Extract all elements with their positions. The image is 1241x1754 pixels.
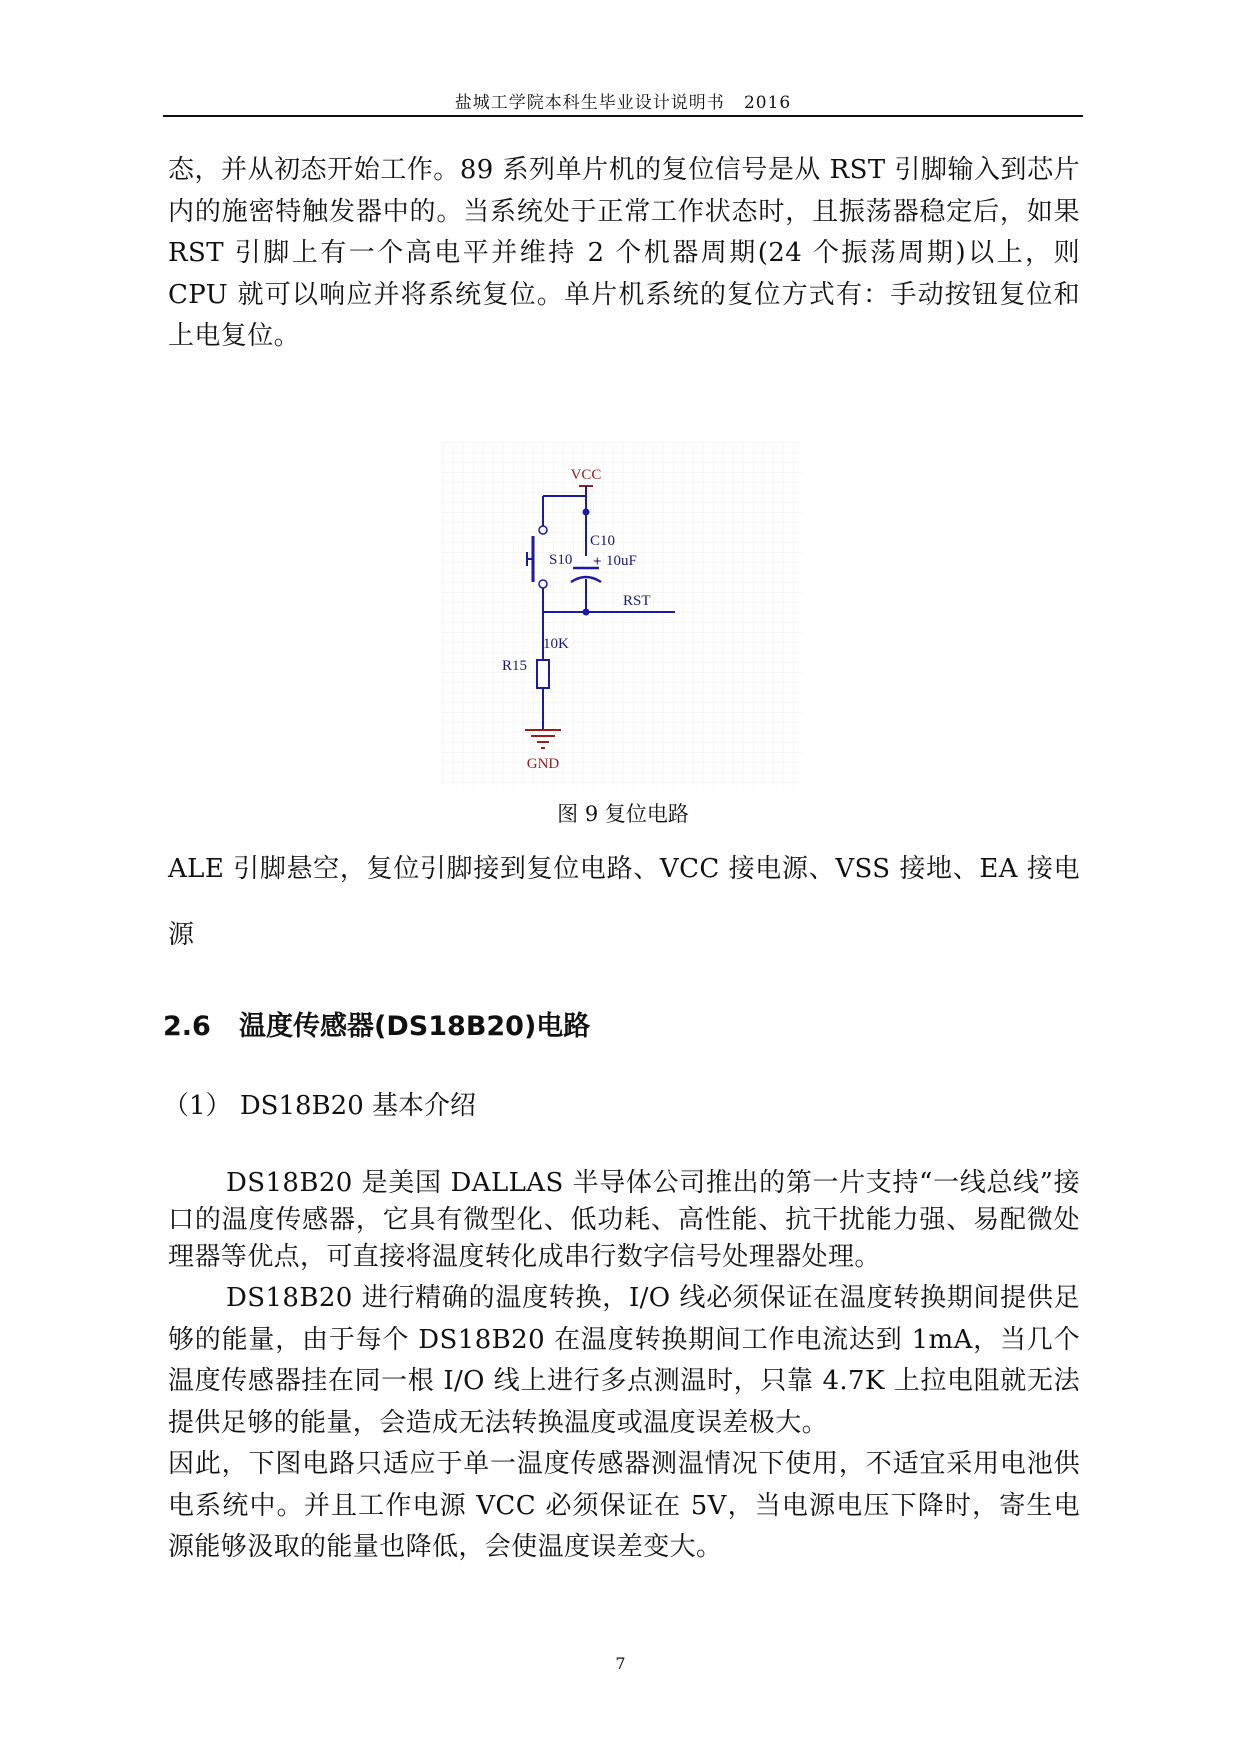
cap-plus: +: [593, 554, 602, 570]
rst-label: RST: [623, 593, 651, 609]
subsection-heading: [163, 1085, 476, 1122]
header-rule: [163, 115, 1083, 117]
schematic-grid: [443, 442, 803, 786]
page-number: 7: [615, 1654, 626, 1673]
c10-label: C10: [590, 533, 616, 549]
subsection-title: DS18B20 基本介绍: [239, 1091, 477, 1121]
header-title: 盐城工学院本科生毕业设计说明书: [454, 93, 725, 113]
subsection-number: （1）: [163, 1091, 232, 1121]
paragraph-ds18b20-limitations: 因此，下图电路只适应于单一温度传感器测温情况下使用，不适宜采用电池供电系统中。并且工作电源 VCC 必须保证在 5V，当电源电压下降时，寄生电源能够汲取的能量也降低，会使温度误差变大。: [168, 1449, 1080, 1562]
section-number: 2.6: [163, 1011, 211, 1042]
r-value-label: 10K: [543, 636, 569, 652]
header-year: 2016: [743, 93, 792, 113]
figure-reset-circuit: [443, 442, 803, 786]
r15-label: R15: [502, 658, 528, 674]
page-header: [163, 88, 1083, 113]
cap-value-label: 10uF: [606, 553, 637, 569]
section-heading: [163, 1004, 590, 1043]
figure-caption: 图 9 复位电路: [557, 802, 689, 826]
gnd-label: GND: [526, 756, 560, 772]
paragraph-ds18b20-intro: DS18B20 是美国 DALLAS 半导体公司推出的第一片支持“一线总线”接口的温度传感器，它具有微型化、低功耗、高性能、抗干扰能力强、易配微处理器等优点，可直接将温度转化成串行数字信号处理器处理。: [168, 1168, 1080, 1272]
paragraph-pin-connections: ALE 引脚悬空，复位引脚接到复位电路、VCC 接电源、VSS 接地、EA 接电源: [168, 854, 1080, 950]
paragraph-ds18b20-conversion: DS18B20 进行精确的温度转换，I/O 线必须保证在温度转换期间提供足够的能量，由于每个 DS18B20 在温度转换期间工作电流达到 1mA，当几个温度传感器挂在同一根 I/O 线上进行多点测温时，只靠 4.7K 上拉电阻就无法提供足够的能量，会造成无法转换温度或温度误差极大。: [168, 1283, 1080, 1438]
section-title: 温度传感器(DS18B20)电路: [239, 1011, 591, 1042]
s10-label: S10: [549, 552, 573, 568]
vcc-label: VCC: [570, 467, 602, 483]
paragraph-reset-intro: 态，并从初态开始工作。89 系列单片机的复位信号是从 RST 引脚输入到芯片内的施密特触发器中的。当系统处于正常工作状态时，且振荡器稳定后，如果 RST 引脚上有一个高电平并维持 2 个机器周期(24 个振荡周期)以上，则 CPU 就可以响应并将系统复位。单片机系统的复位方式有：手动按钮复位和上电复位。: [168, 155, 1080, 351]
